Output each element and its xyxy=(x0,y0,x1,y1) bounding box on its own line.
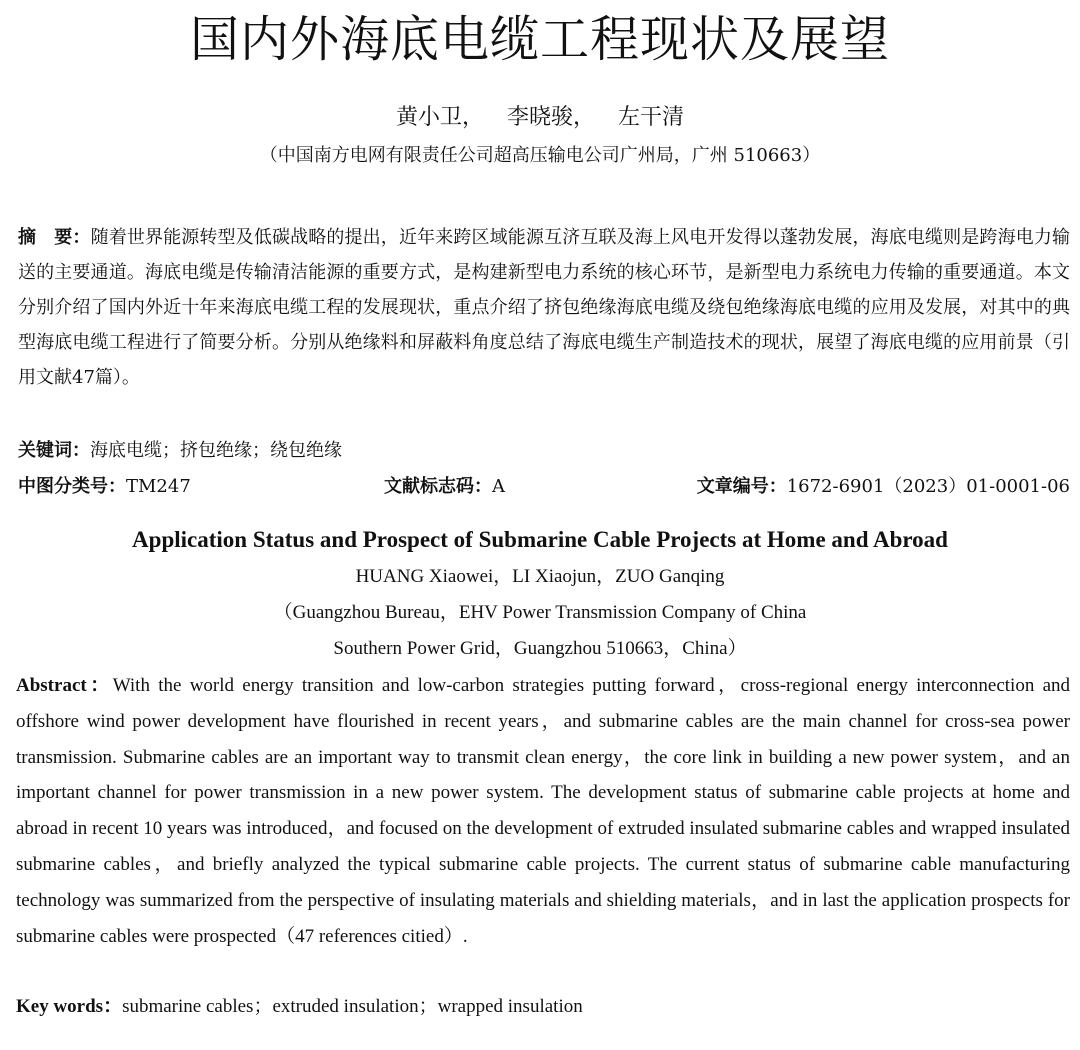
english-abstract-text: With the world energy transition and low-carbon strategies putting forward，cross-regional energy interconnection and offshore wind power development have flourished in recent years，and submarine cables are the main channel for cross-sea power transmission. Submarine cables are an important way to transmit clean energy，the core link in building a new power system，and an important channel for power transmission in a new power system. The development status of submarine cable projects at home and abroad in recent 10 years was introduced，and focused on the development of extruded insulated submarine cables and wrapped insulated submarine cables，and briefly analyzed the typical submarine cable projects. The current status of submarine cable manufacturing technology was summarized from the perspective of insulating materials and shielding materials，and in last the application prospects for submarine cables were prospected（47 references citied）. xyxy=(16,675,1071,947)
chinese-abstract-label: 摘 要： xyxy=(18,227,91,248)
english-title: Application Status and Prospect of Submarine Cable Projects at Home and Abroad xyxy=(132,527,948,552)
chinese-affiliation: （中国南方电网有限责任公司超高压输电公司广州局，广州 510663） xyxy=(259,145,821,166)
document-code-label: 文献标志码： xyxy=(384,476,492,497)
article-number xyxy=(697,470,1070,504)
classification-number xyxy=(18,470,191,504)
chinese-keywords-label: 关键词： xyxy=(18,440,90,461)
document-code xyxy=(384,470,505,504)
chinese-authors xyxy=(0,102,1080,134)
english-keywords-label: Key words： xyxy=(16,996,123,1017)
chinese-keywords-text: 海底电缆；挤包绝缘；绕包绝缘 xyxy=(90,440,342,461)
document-code-value: A xyxy=(492,476,505,497)
author-3: 左干清 xyxy=(618,105,685,130)
english-abstract xyxy=(16,668,1070,954)
english-keywords xyxy=(16,990,1070,1024)
chinese-title: 国内外海底电缆工程现状及展望 xyxy=(189,11,890,68)
chinese-keywords xyxy=(18,434,1070,468)
english-keywords-text: submarine cables；extruded insulation；wrapped insulation xyxy=(122,996,583,1017)
chinese-abstract-text: 随着世界能源转型及低碳战略的提出，近年来跨区域能源互济互联及海上风电开发得以蓬勃发展，海底电缆则是跨海电力输送的主要通道。海底电缆是传输清洁能源的重要方式，是构建新型电力系统的核心环节，是新型电力系统电力传输的重要通道。本文分别介绍了国内外近十年来海底电缆工程的发展现状，重点介绍了挤包绝缘海底电缆及绕包绝缘海底电缆的应用及发展，对其中的典型海底电缆工程进行了简要分析。分别从绝缘料和屏蔽料角度总结了海底电缆生产制造技术的现状，展望了海底电缆的应用前景（引用文献47篇）。 xyxy=(18,227,1070,388)
english-authors: HUANG Xiaowei，LI Xiaojun，ZUO Ganqing xyxy=(355,566,725,587)
article-number-value: 1672-6901（2023）01-0001-06 xyxy=(786,476,1070,497)
english-affiliation-line-1: （Guangzhou Bureau，EHV Power Transmission Company of China xyxy=(273,602,807,623)
english-affiliation-line-2: Southern Power Grid，Guangzhou 510663，China） xyxy=(333,638,747,659)
classification-label: 中图分类号： xyxy=(18,476,126,497)
author-2: 李晓骏， xyxy=(506,105,595,130)
chinese-abstract xyxy=(18,220,1070,395)
english-abstract-label: Abstract： xyxy=(16,675,113,696)
classification-value: TM247 xyxy=(126,476,191,497)
author-1: 黄小卫， xyxy=(395,105,484,130)
article-number-label: 文章编号： xyxy=(696,476,787,497)
